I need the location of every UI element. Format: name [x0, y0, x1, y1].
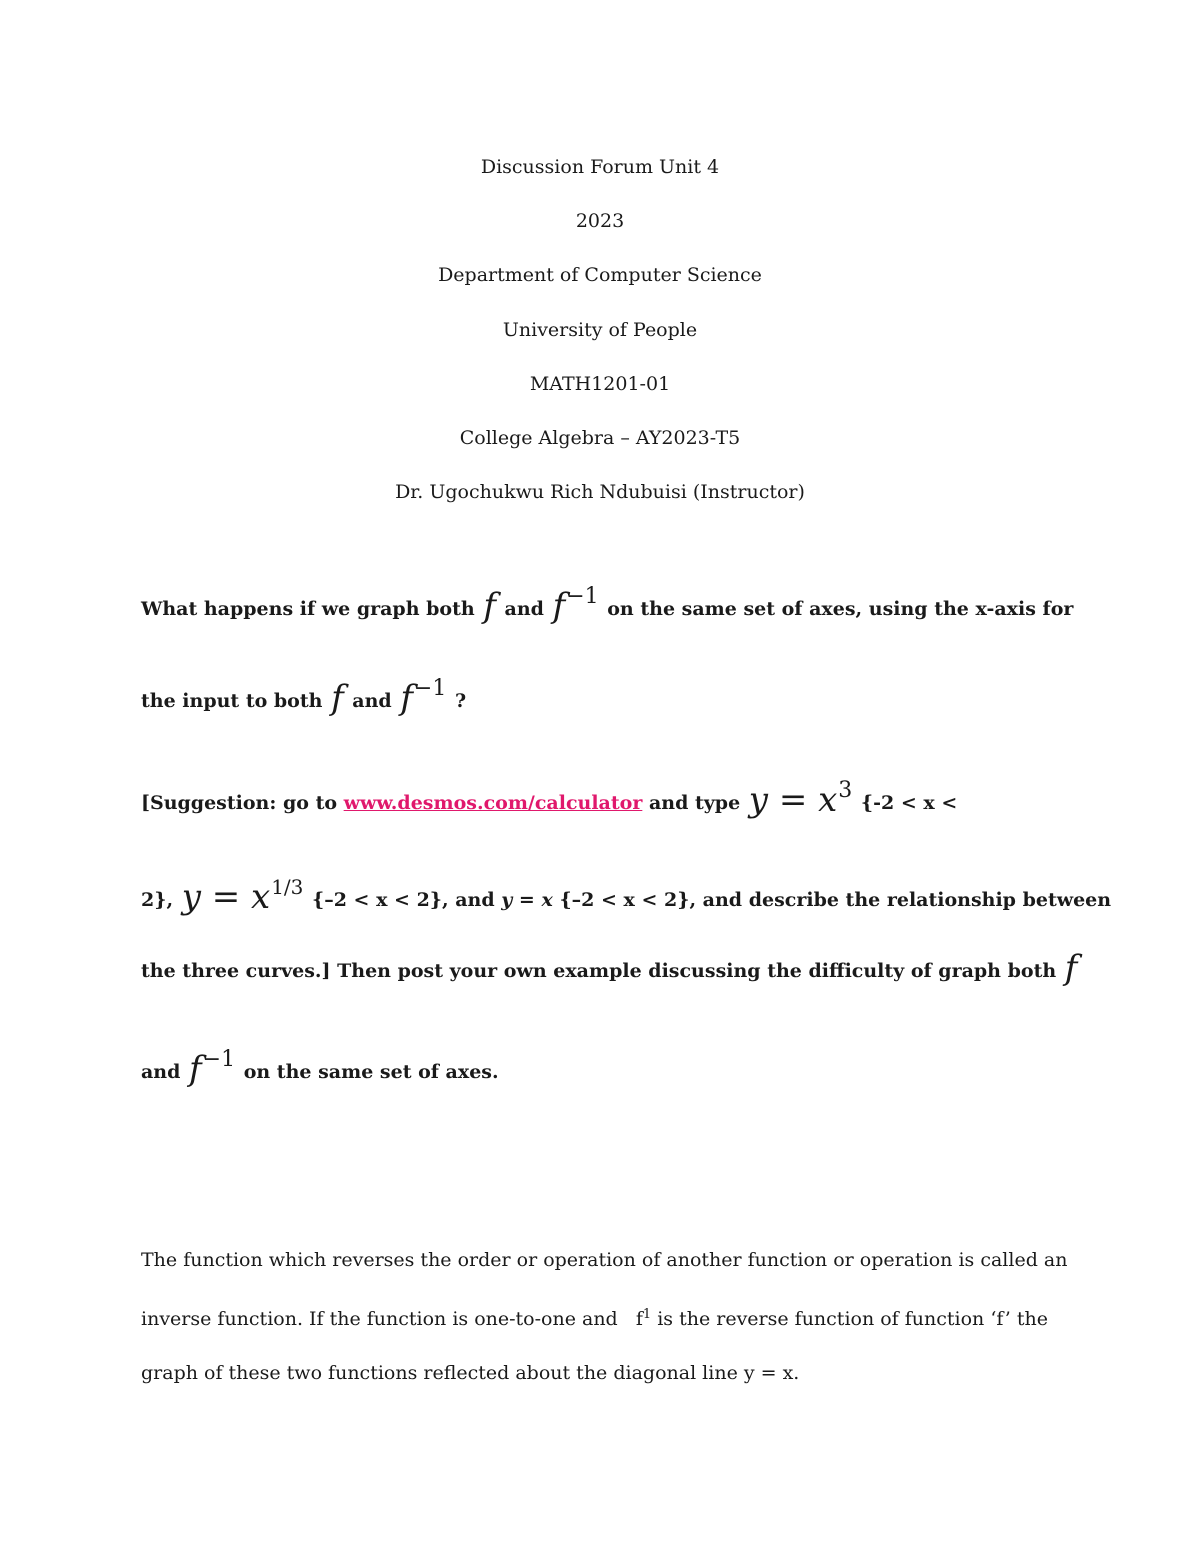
title-line-5: MATH1201-01	[529, 372, 671, 395]
desmos-link[interactable]: www.desmos.com/calculator	[343, 792, 643, 814]
answer-paragraph	[141, 1233, 1081, 1401]
title-block	[0, 140, 1200, 519]
title-line-2: 2023	[575, 210, 625, 233]
math-y-eq-x-cubed: $y = x^3$	[748, 778, 853, 820]
answer-line-2: inverse function. If the function is one-to-one and $f^1$ is the reverse function of function ‘f’ the	[141, 1306, 1048, 1330]
math-y-eq-x-cbrt: $y = x^{1/3}$	[181, 875, 304, 917]
answer-line-3: graph of these two functions reflected about the diagonal line y = x.	[141, 1362, 800, 1384]
math-f-inverse: $f^{-1}$	[400, 676, 447, 718]
question-line-2: the input to both f and $f^{-1}$ ?	[141, 676, 467, 718]
math-f-inverse: $f^{-1}$	[189, 1047, 236, 1089]
question-line-4: 2}, $y = x^{1/3}$ {–2 < x < 2}, and y = x {–2 < x < 2}, and describe the relationship between	[141, 875, 1112, 917]
title-line-4: University of People	[502, 318, 698, 341]
title-line-7: Dr. Ugochukwu Rich Ndubuisi (Instructor)	[395, 481, 805, 504]
math-f-inverse: $f^{-1}$	[552, 584, 599, 626]
math-f: f	[1064, 948, 1078, 988]
answer-line-1: The function which reverses the order or operation of another function or operation is called an	[141, 1249, 1068, 1271]
question-line-5: the three curves.] Then post your own example discussing the difficulty of graph both f	[141, 948, 1078, 988]
title-line-3: Department of Computer Science	[438, 264, 762, 287]
question-line-6: and $f^{-1}$ on the same set of axes.	[141, 1047, 499, 1089]
title-line-6: College Algebra – AY2023-T5	[459, 427, 741, 450]
title-line-1: Discussion Forum Unit 4	[480, 156, 720, 178]
math-f: f	[483, 586, 496, 626]
question-line-1: What happens if we graph both f and $f^{-1}$ on the same set of axes, using the x-axis for	[141, 584, 1074, 626]
question-line-3: [Suggestion: go to www.desmos.com/calculator and type $y = x^3$ {-2 < x <	[141, 778, 958, 820]
math-f: f	[331, 678, 344, 718]
